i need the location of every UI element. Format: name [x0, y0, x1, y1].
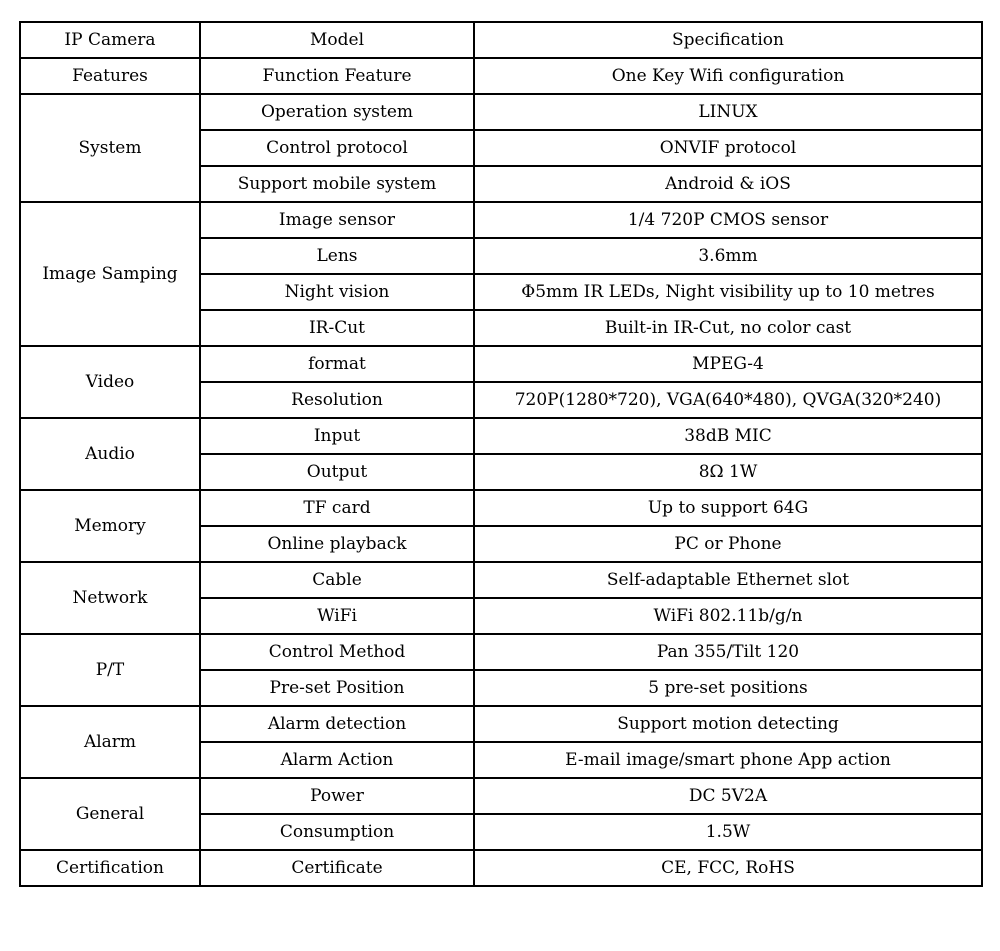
- table-row: [20, 850, 982, 886]
- spec-cell: Built-in IR-Cut, no color cast: [474, 310, 982, 346]
- model-cell: Consumption: [200, 814, 474, 850]
- spec-cell: CE, FCC, RoHS: [474, 850, 982, 886]
- category-cell: Features: [20, 58, 200, 94]
- model-cell: Cable: [200, 562, 474, 598]
- table-row: [20, 418, 982, 454]
- model-cell: format: [200, 346, 474, 382]
- model-cell: Online playback: [200, 526, 474, 562]
- model-cell: Output: [200, 454, 474, 490]
- table-row: [20, 706, 982, 742]
- model-cell: Certificate: [200, 850, 474, 886]
- spec-cell: WiFi 802.11b/g/n: [474, 598, 982, 634]
- model-cell: Night vision: [200, 274, 474, 310]
- spec-cell: 1.5W: [474, 814, 982, 850]
- spec-cell: 1/4 720P CMOS sensor: [474, 202, 982, 238]
- category-cell: Network: [20, 562, 200, 634]
- model-cell: Lens: [200, 238, 474, 274]
- spec-cell: 720P(1280*720), VGA(640*480), QVGA(320*240): [474, 382, 982, 418]
- spec-cell: Android & iOS: [474, 166, 982, 202]
- model-cell: Image sensor: [200, 202, 474, 238]
- model-cell: WiFi: [200, 598, 474, 634]
- model-cell: Operation system: [200, 94, 474, 130]
- category-cell: Audio: [20, 418, 200, 490]
- header-model: Model: [200, 22, 474, 58]
- table-row: [20, 562, 982, 598]
- category-cell: Video: [20, 346, 200, 418]
- category-cell: System: [20, 94, 200, 202]
- category-cell: Image Samping: [20, 202, 200, 346]
- spec-cell: PC or Phone: [474, 526, 982, 562]
- category-cell: General: [20, 778, 200, 850]
- table-row: [20, 94, 982, 130]
- category-cell: Memory: [20, 490, 200, 562]
- spec-cell: 38dB MIC: [474, 418, 982, 454]
- model-cell: Pre-set Position: [200, 670, 474, 706]
- spec-cell: ONVIF protocol: [474, 130, 982, 166]
- spec-cell: Support motion detecting: [474, 706, 982, 742]
- spec-cell: DC 5V2A: [474, 778, 982, 814]
- category-cell: P/T: [20, 634, 200, 706]
- table-row: [20, 634, 982, 670]
- spec-cell: LINUX: [474, 94, 982, 130]
- model-cell: Input: [200, 418, 474, 454]
- model-cell: Function Feature: [200, 58, 474, 94]
- spec-cell: Pan 355/Tilt 120: [474, 634, 982, 670]
- model-cell: Control Method: [200, 634, 474, 670]
- model-cell: Power: [200, 778, 474, 814]
- model-cell: Resolution: [200, 382, 474, 418]
- model-cell: IR-Cut: [200, 310, 474, 346]
- spec-table-body: [20, 22, 982, 886]
- spec-cell: 8Ω 1W: [474, 454, 982, 490]
- spec-cell: E-mail image/smart phone App action: [474, 742, 982, 778]
- table-row: [20, 202, 982, 238]
- spec-cell: Up to support 64G: [474, 490, 982, 526]
- header-row: [20, 22, 982, 58]
- model-cell: Alarm Action: [200, 742, 474, 778]
- model-cell: Support mobile system: [200, 166, 474, 202]
- spec-cell: One Key Wifi configuration: [474, 58, 982, 94]
- spec-cell: Φ5mm IR LEDs, Night visibility up to 10 metres: [474, 274, 982, 310]
- table-row: [20, 778, 982, 814]
- table-row: [20, 58, 982, 94]
- spec-cell: MPEG-4: [474, 346, 982, 382]
- model-cell: Alarm detection: [200, 706, 474, 742]
- spec-table: [19, 21, 983, 887]
- header-ip-camera: IP Camera: [20, 22, 200, 58]
- table-row: [20, 346, 982, 382]
- model-cell: Control protocol: [200, 130, 474, 166]
- spec-cell: Self-adaptable Ethernet slot: [474, 562, 982, 598]
- table-row: [20, 490, 982, 526]
- header-specification: Specification: [474, 22, 982, 58]
- category-cell: Alarm: [20, 706, 200, 778]
- spec-cell: 3.6mm: [474, 238, 982, 274]
- model-cell: TF card: [200, 490, 474, 526]
- spec-cell: 5 pre-set positions: [474, 670, 982, 706]
- category-cell: Certification: [20, 850, 200, 886]
